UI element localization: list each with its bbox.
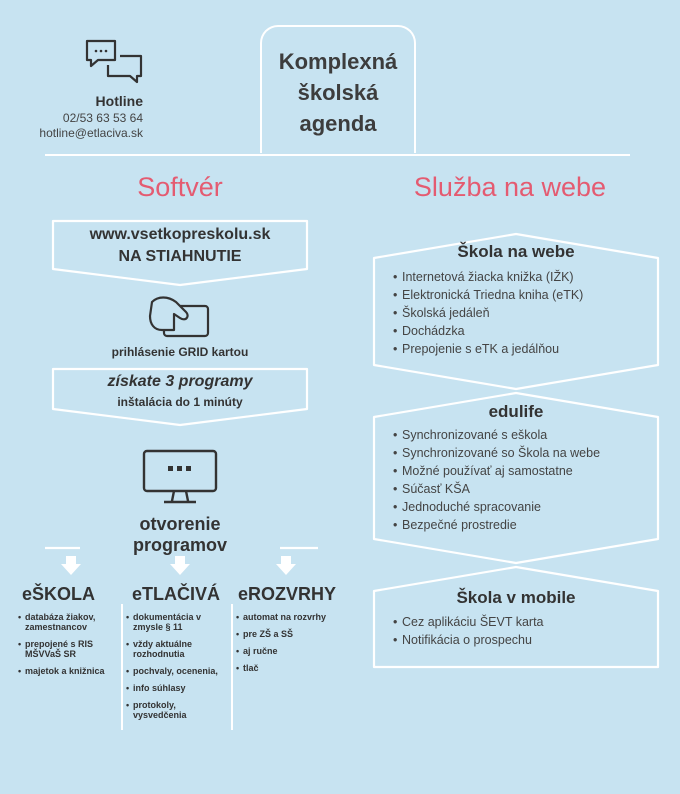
panel-list-skola-na-webe xyxy=(393,268,653,358)
page-title-line-1: Komplexná xyxy=(278,49,398,74)
list-item: • Synchronizované s eškola xyxy=(393,426,653,444)
column-list-etlaciva xyxy=(126,612,230,727)
open-programs-line-2: programov xyxy=(132,535,228,555)
login-caption: prihlásenie GRID kartou xyxy=(111,345,249,359)
panel-list-edulife xyxy=(393,426,653,534)
list-item: • pre ZŠ a SŠ xyxy=(236,629,328,639)
list-item: • Možné používať aj samostatne xyxy=(393,462,653,480)
list-item: • Súčasť KŠA xyxy=(393,480,653,498)
column-divider xyxy=(121,604,123,730)
monitor-icon xyxy=(140,448,220,508)
arrow-down-icon xyxy=(169,556,191,576)
list-item: • Synchronizované so Škola na webe xyxy=(393,444,653,462)
hotline-title: Hotline xyxy=(95,93,143,109)
list-item: • dokumentácia v zmysle § 11 xyxy=(126,612,230,632)
page-title-line-3: agenda xyxy=(299,111,377,136)
list-item: • Notifikácia o prospechu xyxy=(393,631,653,649)
chat-bubbles-icon xyxy=(84,38,146,90)
list-item: • Cez aplikáciu ŠEVT karta xyxy=(393,613,653,631)
list-item: • Jednoduché spracovanie xyxy=(393,498,653,516)
panel-title-skola-v-mobile: Škola v mobile xyxy=(456,588,576,607)
list-item: • vždy aktuálne rozhodnutia xyxy=(126,639,230,659)
list-item: • databáza žiakov, zamestnancov xyxy=(18,612,118,632)
web-service-heading: Služba na webe xyxy=(413,172,607,202)
list-item: • Prepojenie s eTK a jedálňou xyxy=(393,340,653,358)
list-item: • prepojené s RIS MŠVVaŠ SR xyxy=(18,639,118,659)
list-item: • tlač xyxy=(236,663,328,673)
list-item: • aj ručne xyxy=(236,646,328,656)
list-item: • Dochádzka xyxy=(393,322,653,340)
list-item: • Elektronická Triedna kniha (eTK) xyxy=(393,286,653,304)
hotline-email[interactable]: hotline@etlaciva.sk xyxy=(39,126,143,140)
hotline-phone: 02/53 63 53 64 xyxy=(62,111,143,125)
page-title-box xyxy=(260,25,416,153)
grid-card-icon xyxy=(144,292,216,340)
header-rule-right xyxy=(336,154,630,156)
panel-title-edulife: edulife xyxy=(488,402,544,421)
column-title-erozvrhy: eROZVRHY xyxy=(238,584,337,604)
arrow-down-icon xyxy=(60,556,82,576)
programs-subtitle: inštalácia do 1 minúty xyxy=(117,395,243,409)
column-list-eskola xyxy=(18,612,118,683)
page-title-line-2: školská xyxy=(297,80,379,105)
list-item: • info súhlasy xyxy=(126,683,230,693)
column-list-erozvrhy xyxy=(236,612,328,680)
arrow-down-icon xyxy=(275,556,297,576)
list-item: • automat na rozvrhy xyxy=(236,612,328,622)
list-item: • majetok a knižnica xyxy=(18,666,118,676)
column-title-eskola: eŠKOLA xyxy=(22,584,96,604)
programs-title: získate 3 programy xyxy=(107,373,253,390)
download-label: NA STIAHNUTIE xyxy=(118,248,242,265)
column-divider xyxy=(231,604,233,730)
software-heading: Softvér xyxy=(137,172,223,202)
panel-list-skola-v-mobile xyxy=(393,613,653,649)
list-item: • Školská jedáleň xyxy=(393,304,653,322)
column-title-etlaciva: eTLAČIVÁ xyxy=(132,584,221,604)
panel-title-skola-na-webe: Škola na webe xyxy=(457,242,575,261)
open-programs-line-1: otvorenie xyxy=(139,514,221,534)
list-item: • pochvaly, ocenenia, xyxy=(126,666,230,676)
list-item: • Bezpečné prostredie xyxy=(393,516,653,534)
list-item: • protokoly, vysvedčenia xyxy=(126,700,230,720)
header-rule-left xyxy=(45,154,341,156)
download-url[interactable]: www.vsetkopreskolu.sk xyxy=(89,226,271,243)
list-item: • Internetová žiacka knižka (IŽK) xyxy=(393,268,653,286)
